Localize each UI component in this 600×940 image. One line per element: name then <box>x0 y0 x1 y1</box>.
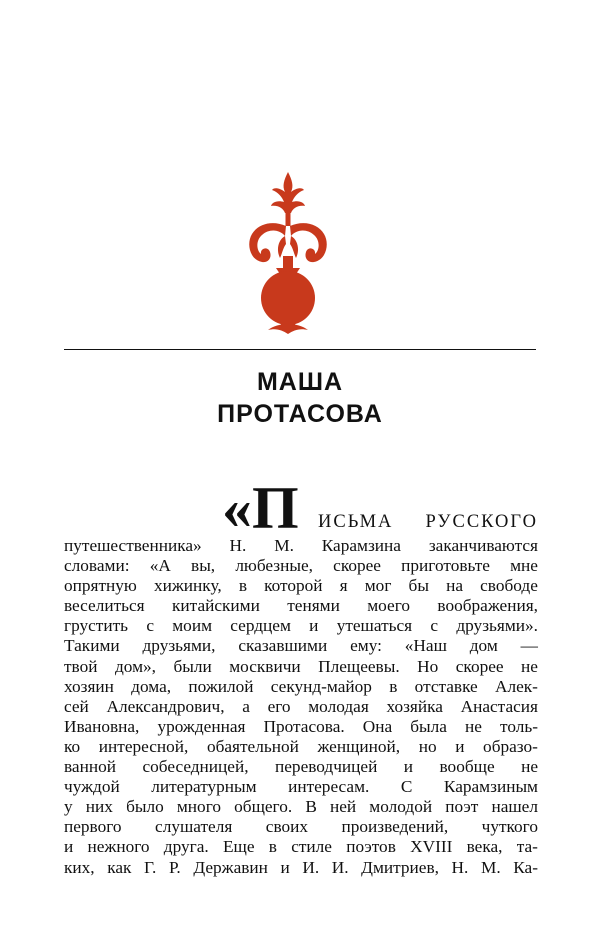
text-line <box>64 677 538 697</box>
word: моим <box>172 616 213 636</box>
word: первого <box>64 817 122 837</box>
word: Плещеевы. <box>318 656 400 676</box>
word: Ка- <box>513 857 538 877</box>
word: нашел <box>491 797 538 817</box>
text-line <box>64 777 538 797</box>
text-line <box>64 616 538 636</box>
word: но <box>418 736 437 756</box>
word: с <box>146 616 154 636</box>
word: хижинку, <box>153 576 222 596</box>
body-text <box>64 536 538 878</box>
word: слушателя <box>155 817 233 837</box>
word: хозяйка <box>386 696 443 716</box>
word: В <box>305 797 317 817</box>
tulip-pot-ornament-icon <box>238 170 338 340</box>
text-line <box>64 596 538 616</box>
word: ко <box>64 736 81 756</box>
word: сердцем <box>230 616 291 636</box>
word: ванной <box>64 757 116 777</box>
word: своих <box>265 817 309 837</box>
word: М. <box>480 857 501 877</box>
word: не <box>465 716 482 736</box>
word: собеседницей, <box>142 757 249 777</box>
word: тенями <box>287 596 340 616</box>
word: Н. <box>451 857 469 877</box>
word: Н. <box>229 536 247 555</box>
word: них <box>85 797 113 817</box>
word: ему: <box>350 636 382 656</box>
word: москвичи <box>229 656 301 676</box>
word: та- <box>516 837 538 857</box>
word: друзьями, <box>142 636 216 656</box>
word: ней <box>329 797 357 817</box>
word: словами: <box>64 556 130 576</box>
word: Александрович, <box>106 696 225 716</box>
word: скорее <box>455 656 504 676</box>
word: с <box>430 616 439 636</box>
word: веселиться <box>64 596 145 616</box>
word: было <box>126 797 164 817</box>
word: С <box>400 777 413 797</box>
word: дом», <box>114 656 156 676</box>
word: заканчиваются <box>428 536 538 555</box>
word: а <box>242 696 250 716</box>
word: Анастасия <box>460 696 538 716</box>
word: образо- <box>483 736 538 756</box>
opening-word: ИСЬМА <box>318 512 394 532</box>
word: я <box>339 576 348 596</box>
text-line <box>64 797 538 817</box>
word: молодая <box>308 696 369 716</box>
word: китайскими <box>172 596 260 616</box>
word: интересам. <box>288 777 370 797</box>
word: приготовьте <box>401 556 490 576</box>
word: Она <box>362 716 393 736</box>
text-line <box>64 657 538 677</box>
text-line <box>64 817 538 837</box>
word: Протасова. <box>263 716 345 736</box>
word: свободе <box>480 576 538 596</box>
word: века, <box>466 837 503 857</box>
text-line <box>64 536 538 556</box>
word: друзьями». <box>456 616 538 636</box>
word: толь- <box>500 716 538 736</box>
word: твой <box>64 656 98 676</box>
word: секунд-майор <box>270 676 372 696</box>
word: на <box>446 576 463 596</box>
chapter-title-line1: МАША <box>256 368 344 396</box>
word: воображения, <box>437 596 538 616</box>
word: бы <box>408 576 429 596</box>
word: много <box>176 797 221 817</box>
word: сей <box>64 696 89 716</box>
word: обаятельной <box>206 736 299 756</box>
word: Державин <box>193 857 268 877</box>
word: в <box>238 576 247 596</box>
word: М. <box>274 536 294 555</box>
word: чуждой <box>64 777 120 797</box>
word: сказавшими <box>238 636 328 656</box>
word: вы, <box>191 556 216 576</box>
word: чуткого <box>481 817 538 837</box>
word: женщиной, <box>317 736 401 756</box>
word: Р. <box>168 857 181 877</box>
word: его <box>267 696 291 716</box>
word: опрятную <box>64 576 137 596</box>
word: поэт <box>445 797 479 817</box>
word: Карамзиным <box>443 777 538 797</box>
word: не <box>521 757 538 777</box>
word: у <box>64 797 73 817</box>
text-line <box>64 737 538 757</box>
word: пожилой <box>188 676 254 696</box>
word: XVIII <box>410 837 453 857</box>
word: Но <box>417 656 439 676</box>
word: в <box>268 837 277 857</box>
word: были <box>173 656 212 676</box>
word: стиле <box>291 837 332 857</box>
word: И. <box>331 857 349 877</box>
text-line <box>64 556 538 576</box>
word: была <box>410 716 447 736</box>
word: Такими <box>64 636 120 656</box>
word: поэтов <box>346 837 396 857</box>
word: общего. <box>234 797 293 817</box>
horizontal-rule <box>64 349 536 350</box>
opening-word: РУССКОГО <box>425 512 538 532</box>
text-line <box>64 717 538 737</box>
text-line <box>64 757 538 777</box>
word: Г. <box>144 857 157 877</box>
word: молодой <box>369 797 433 817</box>
word: дом <box>469 636 498 656</box>
word: и <box>455 736 465 756</box>
text-line <box>64 837 538 857</box>
word: скорее <box>333 556 381 576</box>
word: в <box>389 676 398 696</box>
word: не <box>521 656 538 676</box>
word: отставке <box>414 676 478 696</box>
word: ких, <box>64 857 95 877</box>
word: урожденная <box>157 716 246 736</box>
word: произведений, <box>341 817 449 837</box>
word: хозяин <box>64 676 114 696</box>
word: дома, <box>131 676 172 696</box>
word: утешаться <box>336 616 413 636</box>
word: Еще <box>222 837 255 857</box>
word: и <box>309 616 319 636</box>
word: Карамзина <box>321 536 401 555</box>
word: интересной, <box>98 736 189 756</box>
word: Дмитриев, <box>361 857 439 877</box>
word: литературным <box>151 777 257 797</box>
word: и <box>64 837 74 857</box>
word: «А <box>149 556 171 576</box>
word: Алек- <box>495 676 538 696</box>
text-line <box>64 697 538 717</box>
word: которой <box>264 576 323 596</box>
word: любезные, <box>235 556 313 576</box>
word: «Наш <box>404 636 447 656</box>
opening-line <box>0 475 538 541</box>
word: и <box>280 857 290 877</box>
word: путешественника» <box>64 536 202 555</box>
word: мог <box>364 576 392 596</box>
word: и <box>403 757 414 777</box>
text-line <box>64 858 538 878</box>
word: Ивановна, <box>64 716 140 736</box>
word: переводчицей <box>275 757 378 777</box>
word: как <box>107 857 132 877</box>
text-line <box>64 576 538 596</box>
word: вообще <box>439 757 495 777</box>
word: нежного <box>87 837 150 857</box>
word: друга. <box>163 837 209 857</box>
drop-cap: «П <box>222 475 299 541</box>
word: моего <box>367 596 411 616</box>
chapter-title-line2: ПРОТАСОВА <box>217 400 383 428</box>
word: — <box>520 636 538 656</box>
opening-words <box>318 511 538 533</box>
text-line <box>64 636 538 656</box>
word: грустить <box>64 616 129 636</box>
word: мне <box>510 556 538 576</box>
word: И. <box>302 857 320 877</box>
